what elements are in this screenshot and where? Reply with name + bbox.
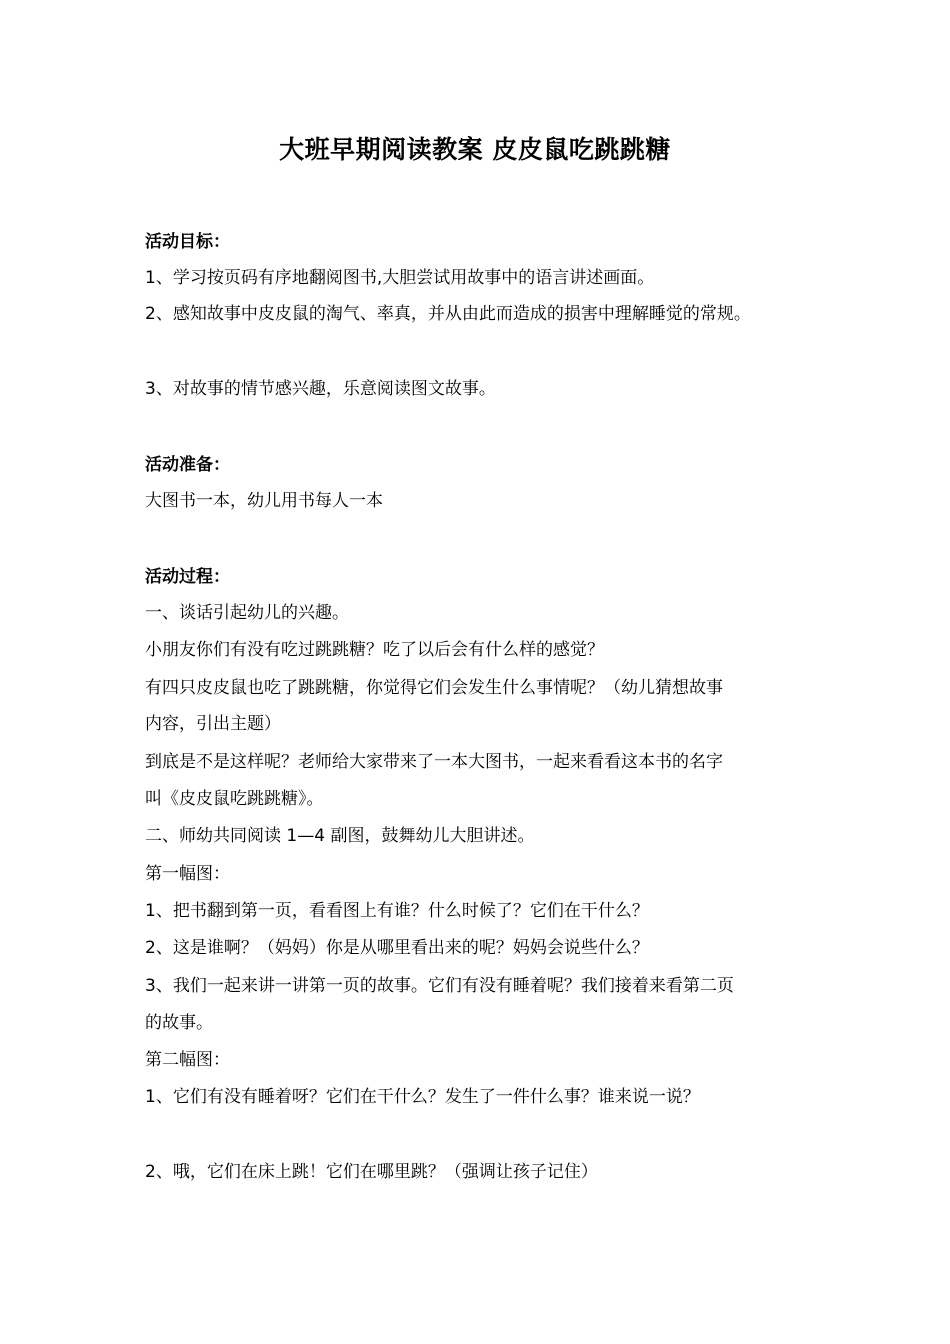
preparation-heading: 活动准备： bbox=[145, 455, 230, 475]
process-line: 2、这是谁啊？（妈妈）你是从哪里看出来的呢？妈妈会说些什么？ bbox=[145, 938, 649, 958]
process-heading: 活动过程： bbox=[145, 567, 230, 587]
process-line: 3、我们一起来讲一讲第一页的故事。它们有没有睡着呢？我们接着来看第二页 bbox=[145, 976, 734, 996]
process-line: 1、把书翻到第一页，看看图上有谁？什么时候了？它们在干什么？ bbox=[145, 901, 649, 921]
process-line: 小朋友你们有没有吃过跳跳糖？吃了以后会有什么样的感觉？ bbox=[145, 640, 604, 660]
process-line: 第二幅图： bbox=[145, 1050, 230, 1070]
preparation-text: 大图书一本，幼儿用书每人一本 bbox=[145, 491, 383, 511]
process-line: 1、它们有没有睡着呀？它们在干什么？发生了一件什么事？谁来说一说？ bbox=[145, 1087, 700, 1107]
process-line: 叫《皮皮鼠吃跳跳糖》。 bbox=[145, 789, 324, 809]
process-line: 二、师幼共同阅读 1—4 副图，鼓舞幼儿大胆讲述。 bbox=[145, 826, 535, 846]
process-line: 一、谈话引起幼儿的兴趣。 bbox=[145, 603, 349, 623]
process-line: 2、哦，它们在床上跳！它们在哪里跳？（强调让孩子记住） bbox=[145, 1162, 598, 1182]
document-title: 大班早期阅读教案 皮皮鼠吃跳跳糖 bbox=[279, 135, 671, 164]
process-line: 内容，引出主题） bbox=[145, 714, 281, 734]
goal-item: 2、感知故事中皮皮鼠的淘气、率真，并从由此而造成的损害中理解睡觉的常规。 bbox=[145, 304, 751, 324]
process-line: 有四只皮皮鼠也吃了跳跳糖，你觉得它们会发生什么事情呢？（幼儿猜想故事 bbox=[145, 678, 723, 698]
process-line: 第一幅图： bbox=[145, 864, 230, 884]
process-line: 的故事。 bbox=[145, 1013, 213, 1033]
goal-item: 1、学习按页码有序地翻阅图书,大胆尝试用故事中的语言讲述画面。 bbox=[145, 268, 655, 288]
goal-item: 3、对故事的情节感兴趣，乐意阅读图文故事。 bbox=[145, 379, 496, 399]
goals-heading: 活动目标： bbox=[145, 232, 230, 252]
process-line: 到底是不是这样呢？老师给大家带来了一本大图书，一起来看看这本书的名字 bbox=[145, 752, 723, 772]
